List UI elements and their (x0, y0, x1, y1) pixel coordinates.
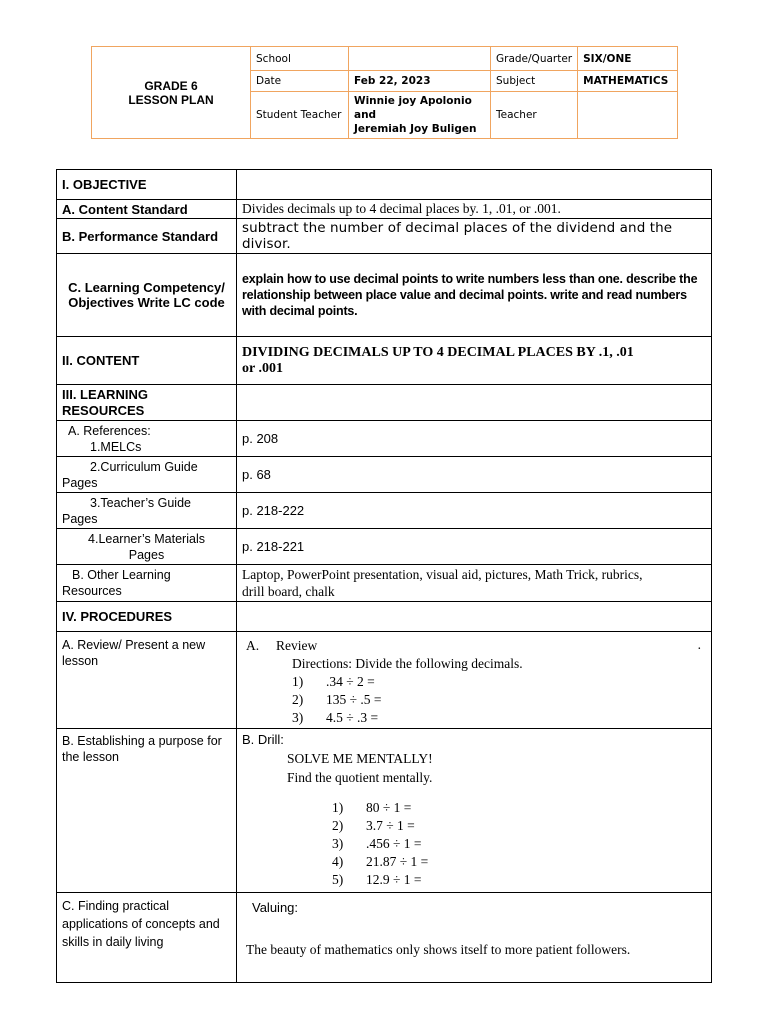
drill-item-1-text: 80 ÷ 1 = (366, 800, 412, 815)
valuing-spacer (242, 917, 706, 941)
other-resources-value (237, 565, 712, 602)
school-value (349, 47, 491, 71)
competency-value: explain how to use decimal points to write numbers less than one. describe the relationship between place value and decimal points. write and read numbers with decimal points. (237, 254, 712, 337)
resources-label (57, 385, 237, 421)
drill-item-1-number: 1) (332, 800, 344, 815)
practical-label (57, 893, 237, 983)
student-teacher-and: and (354, 109, 377, 121)
valuing-label: Valuing: (252, 900, 299, 915)
student-teacher-name-2: Jeremiah Joy Buligen (354, 123, 477, 135)
review-label-line-1: A. Review/ Present a new (62, 638, 206, 652)
content-line-2: or .001 (242, 360, 283, 376)
content-standard-label: A. Content Standard (57, 200, 237, 219)
review-heading-text: Review (276, 638, 318, 653)
subject-value: MATHEMATICS (578, 71, 678, 92)
grade-quarter-value: SIX/ONE (578, 47, 678, 71)
melcs-line: 1.MELCs (90, 439, 142, 454)
subject-label: Subject (491, 71, 578, 92)
drill-spacer (242, 787, 706, 799)
competency-label-line-2: Objectives Write LC code (68, 295, 225, 310)
performance-standard-label: B. Performance Standard (57, 219, 237, 254)
drill-title: SOLVE ME MENTALLY! (287, 751, 433, 766)
other-resources-line-1: B. Other Learning (72, 568, 171, 582)
melcs-value: p. 208 (237, 421, 712, 457)
review-item-1-text: .34 ÷ 2 = (326, 674, 375, 689)
review-item-3-text: 4.5 ÷ .3 = (326, 710, 379, 725)
review-directions: Directions: Divide the following decimals. (292, 656, 523, 671)
plan-title: LESSON PLAN (128, 92, 214, 107)
resources-label-line-2: RESOURCES (62, 402, 145, 418)
drill-item-5 (242, 871, 706, 889)
drill-item-2 (242, 817, 706, 835)
practical-label-line-3: skills in daily living (62, 935, 164, 949)
learners-materials-value: p. 218-221 (237, 529, 712, 565)
performance-standard-value: subtract the number of decimal places of the dividend and the divisor. (237, 219, 712, 254)
objective-value (237, 170, 712, 200)
procedures-value (237, 602, 712, 632)
drill-instruction: Find the quotient mentally. (287, 770, 433, 785)
drill-item-4-text: 21.87 ÷ 1 = (366, 854, 429, 869)
review-content (237, 632, 712, 729)
drill-heading: B. Drill: (242, 732, 284, 747)
teachers-guide-value: p. 218-222 (237, 493, 712, 529)
date-value: Feb 22, 2023 (349, 71, 491, 92)
content-label: II. CONTENT (57, 337, 237, 385)
objective-label: I. OBJECTIVE (57, 170, 237, 200)
drill-item-5-text: 12.9 ÷ 1 = (366, 872, 422, 887)
review-heading (242, 637, 706, 655)
resources-label-line-1: III. LEARNING (62, 386, 148, 402)
competency-label-line-1: C. Learning Competency/ (68, 280, 225, 295)
drill-item-4 (242, 853, 706, 871)
valuing-quote: The beauty of mathematics only shows itself to more patient followers. (246, 942, 631, 957)
review-item-2-text: 135 ÷ .5 = (326, 692, 382, 707)
student-teacher-label: Student Teacher (251, 92, 349, 139)
lesson-plan-header-table (91, 46, 678, 139)
date-label: Date (251, 71, 349, 92)
procedures-label: IV. PROCEDURES (57, 602, 237, 632)
drill-item-3-text: .456 ÷ 1 = (366, 836, 422, 851)
grade-title: GRADE 6 (144, 78, 198, 93)
review-item-2-number: 2) (292, 692, 304, 707)
review-item-1 (242, 673, 706, 691)
curriculum-label (57, 457, 237, 493)
references-line: A. References: (68, 423, 151, 438)
resources-value (237, 385, 712, 421)
grade-quarter-label: Grade/Quarter (491, 47, 578, 71)
drill-item-3-number: 3) (332, 836, 344, 851)
curriculum-line-1: 2.Curriculum Guide (90, 459, 198, 474)
content-standard-value: Divides decimals up to 4 decimal places by. 1, .01, or .001. (237, 200, 712, 219)
other-resources-label (57, 565, 237, 602)
purpose-label-line-1: B. Establishing a purpose for (62, 734, 222, 748)
review-item-3-number: 3) (292, 710, 304, 725)
other-resources-value-line-1: Laptop, PowerPoint presentation, visual aid, pictures, Math Trick, rubrics, (242, 567, 643, 582)
learners-materials-line-2: Pages (128, 547, 165, 562)
other-resources-line-2: Resources (62, 584, 122, 598)
teacher-value (578, 92, 678, 139)
content-line-1: DIVIDING DECIMALS UP TO 4 DECIMAL PLACES BY .1, .01 (242, 344, 634, 360)
drill-item-1 (242, 799, 706, 817)
content-value (237, 337, 712, 385)
competency-label (57, 254, 237, 337)
school-label: School (251, 47, 349, 71)
review-item-3 (242, 709, 706, 727)
practical-label-line-2: applications of concepts and (62, 917, 220, 931)
teacher-label: Teacher (491, 92, 578, 139)
review-label (57, 632, 237, 729)
learners-materials-label (57, 529, 237, 565)
review-item-2 (242, 691, 706, 709)
valuing-content (237, 893, 712, 983)
teachers-guide-line-2: Pages (62, 511, 98, 526)
review-item-1-number: 1) (292, 674, 304, 689)
drill-item-4-number: 4) (332, 854, 344, 869)
review-heading-letter: A. (246, 638, 260, 653)
drill-content (237, 729, 712, 893)
purpose-label-line-2: the lesson (62, 750, 119, 764)
teachers-guide-line-1: 3.Teacher’s Guide (90, 495, 191, 510)
drill-item-3 (242, 835, 706, 853)
learners-materials-line-1: 4.Learner’s Materials (88, 531, 205, 546)
lesson-plan-main-table (56, 169, 712, 983)
curriculum-line-2: Pages (62, 475, 98, 490)
trailing-dot: . (697, 637, 701, 652)
purpose-label (57, 729, 237, 893)
curriculum-value: p. 68 (237, 457, 712, 493)
drill-item-2-text: 3.7 ÷ 1 = (366, 818, 415, 833)
references-label (57, 421, 237, 457)
student-teacher-value (349, 92, 491, 139)
review-label-line-2: lesson (62, 654, 99, 668)
practical-label-line-1: C. Finding practical (62, 899, 169, 913)
other-resources-value-line-2: drill board, chalk (242, 584, 335, 599)
drill-item-5-number: 5) (332, 872, 344, 887)
student-teacher-name-1: Winnie joy Apolonio (354, 95, 472, 107)
drill-item-2-number: 2) (332, 818, 344, 833)
grade-plan-cell (92, 47, 251, 139)
teachers-guide-label (57, 493, 237, 529)
